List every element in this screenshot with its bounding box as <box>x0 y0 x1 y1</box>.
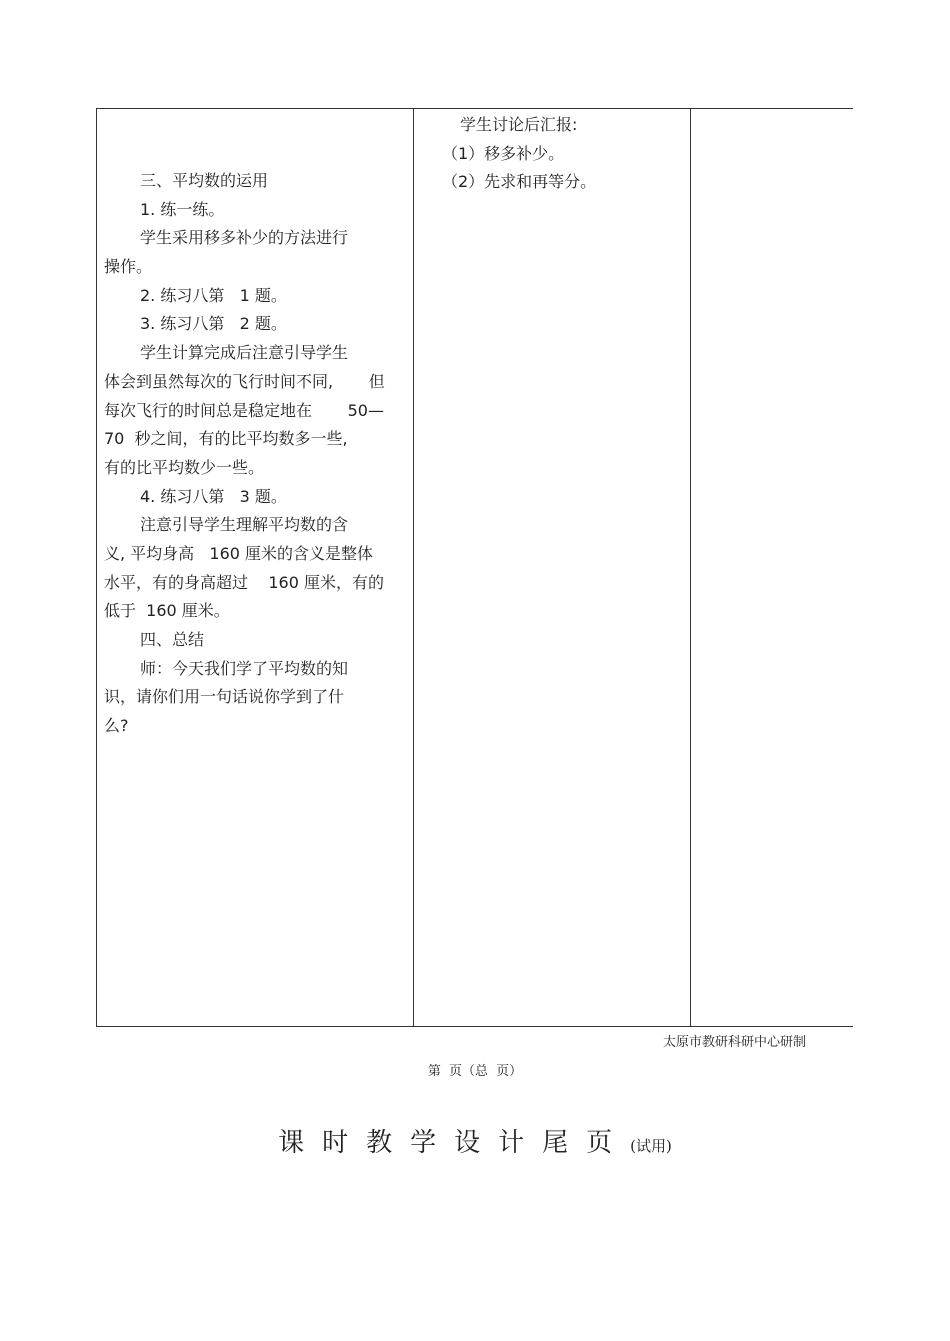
text-line: 4. 练习八第 3 题。 <box>140 486 287 506</box>
teaching-process-column <box>104 167 404 741</box>
credit-text: 太原市教研科研中心研制 <box>663 1035 807 1050</box>
text-line: 低于 160 厘米。 <box>104 601 230 621</box>
text-line: 注意引导学生理解平均数的含 <box>140 515 349 535</box>
text-line: 1. 练一练。 <box>140 199 225 219</box>
text-line: 义, 平均身高 160 厘米的含义是整体 <box>104 543 374 563</box>
text-line: 2. 练习八第 1 题。 <box>140 285 287 305</box>
text-line: 每次飞行的时间总是稳定地在 50— <box>104 400 384 420</box>
text-line: 3. 练习八第 2 题。 <box>140 314 287 334</box>
text-line: 70 秒之间，有的比平均数多一些, <box>104 429 348 449</box>
text-line: 水平，有的身高超过 160 厘米，有的 <box>104 572 384 592</box>
text-line: 四、总结 <box>140 630 205 649</box>
text-line: 三、平均数的运用 <box>140 171 269 190</box>
column-divider-2 <box>690 109 691 1026</box>
text-line: 学生讨论后汇报: <box>460 115 578 134</box>
lesson-table <box>96 108 853 1027</box>
text-line: 有的比平均数少一些。 <box>104 457 265 477</box>
text-line: （2）先求和再等分。 <box>442 172 597 192</box>
text-line: 识，请你们用一句话说你学到了什 <box>104 687 345 707</box>
text-line: 师：今天我们学了平均数的知 <box>140 658 349 678</box>
table-border-left <box>96 109 97 1026</box>
student-activity-column <box>424 111 684 197</box>
text-line: 么? <box>104 716 129 736</box>
text-line: 体会到虽然每次的飞行时间不同, 但 <box>104 371 385 391</box>
text-line: 学生计算完成后注意引导学生 <box>140 343 349 363</box>
column-divider-1 <box>413 109 414 1026</box>
title-main: 课时教学设计尾页 <box>278 1128 631 1158</box>
title-suffix: (试用) <box>630 1137 672 1155</box>
text-line: （1）移多补少。 <box>442 143 565 163</box>
text-line: 学生采用移多补少的方法进行 <box>140 228 349 248</box>
page-number: 第 页（总 页） <box>427 1064 523 1079</box>
page-title <box>0 1122 950 1159</box>
text-line: 操作。 <box>104 257 153 277</box>
